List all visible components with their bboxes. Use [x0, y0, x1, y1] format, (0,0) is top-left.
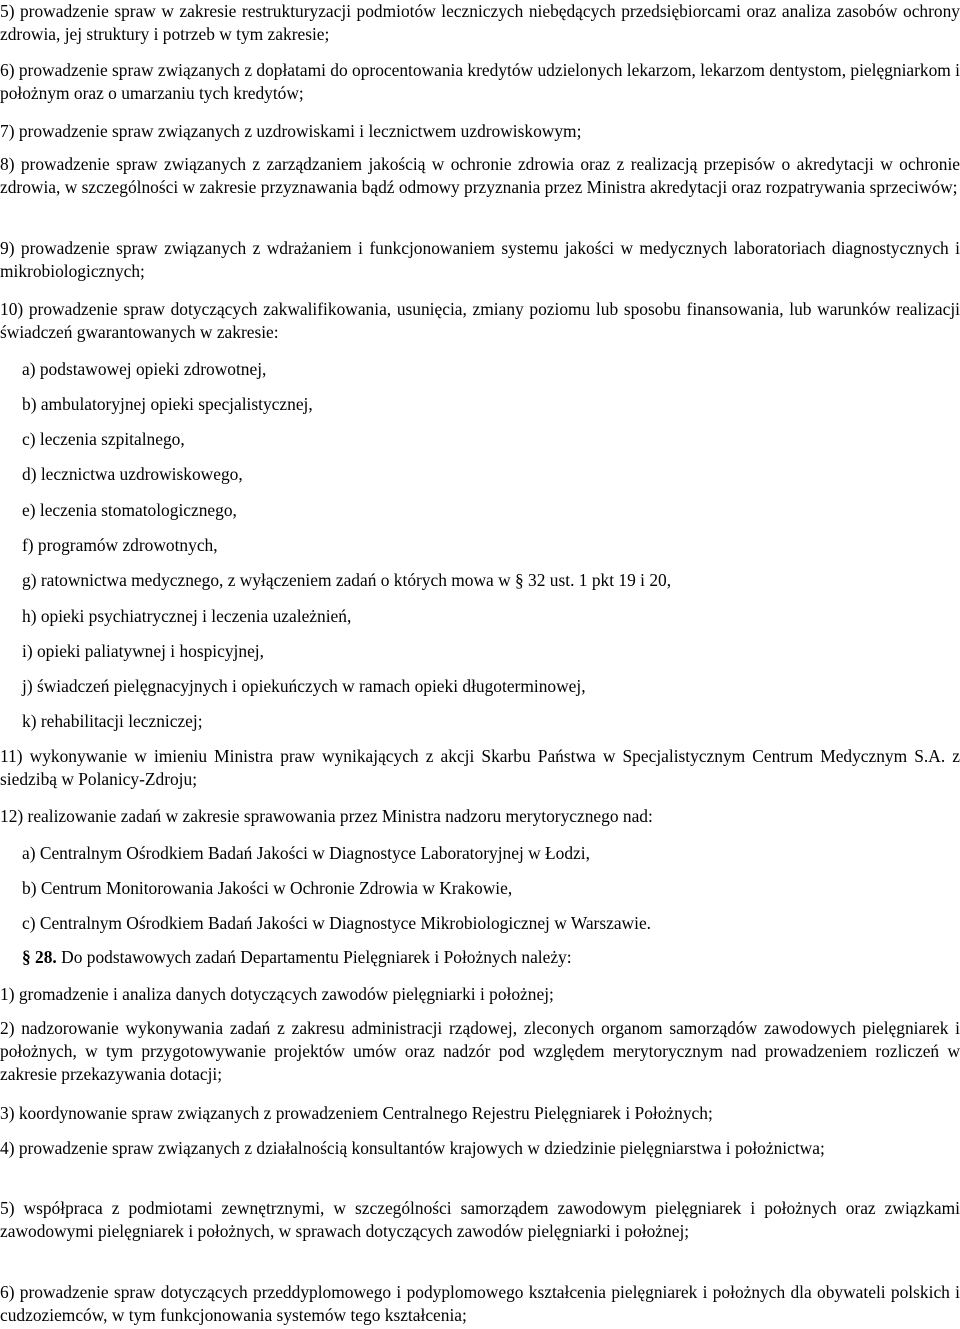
section-28-heading: [22, 946, 960, 969]
list-subitem-10e: e) leczenia stomatologicznego,: [22, 500, 237, 520]
list-subitem-10f: f) programów zdrowotnych,: [22, 535, 218, 555]
list-subitem-10j: j) świadczeń pielęgnacyjnych i opiekuńczych w ramach opieki długoterminowej,: [22, 676, 586, 696]
section-28-item-3: 3) koordynowanie spraw związanych z prowadzeniem Centralnego Rejestru Pielęgniarek i Położnych;: [0, 1103, 713, 1123]
list-subitem-10a: a) podstawowej opieki zdrowotnej,: [22, 359, 267, 379]
list-subitem-12a: a) Centralnym Ośrodkiem Badań Jakości w Diagnostyce Laboratoryjnej w Łodzi,: [22, 843, 590, 863]
section-28-item-1: 1) gromadzenie i analiza danych dotyczących zawodów pielęgniarki i położnej;: [0, 984, 554, 1004]
section-number: § 28.: [22, 947, 57, 967]
list-item-12: 12) realizowanie zadań w zakresie sprawowania przez Ministra nadzoru merytorycznego nad:: [0, 806, 653, 826]
list-subitem-10b: b) ambulatoryjnej opieki specjalistycznej,: [22, 394, 313, 414]
section-28-item-5: 5) współpraca z podmiotami zewnętrznymi, w szczególności samorządem zawodowym pielęgniarek i położnych oraz związkami zawodowymi pielęgniarek i położnych, w sprawach dotyczących zawodów pielęgniarki i położnej;: [0, 1198, 960, 1241]
list-item-6: 6) prowadzenie spraw związanych z dopłatami do oprocentowania kredytów udzielonych lekarzom, lekarzom dentystom, pielęgniarkom i położnym oraz o umarzaniu tych kredytów;: [0, 60, 960, 103]
list-subitem-12c: c) Centralnym Ośrodkiem Badań Jakości w Diagnostyce Mikrobiologicznej w Warszawie.: [22, 913, 652, 933]
list-subitem-10h: h) opieki psychiatrycznej i leczenia uzależnień,: [22, 606, 352, 626]
section-intro: Do podstawowych zadań Departamentu Pielęgniarek i Położnych należy:: [61, 947, 572, 967]
list-item-10: 10) prowadzenie spraw dotyczących zakwalifikowania, usunięcia, zmiany poziomu lub sposobu finansowania, lub warunków realizacji świadczeń gwarantowanych w zakresie:: [0, 299, 960, 342]
section-28-item-2: 2) nadzorowanie wykonywania zadań z zakresu administracji rządowej, zleconych organom samorządów zawodowych pielęgniarek i położnych, w tym przygotowywanie projektów umów oraz nadzór pod względem merytorycznym nad prowadzeniem rozliczeń w zakresie przekazywania dotacji;: [0, 1018, 960, 1084]
section-28-item-6: 6) prowadzenie spraw dotyczących przeddyplomowego i podyplomowego kształcenia pielęgniarek i położnych dla obywateli polskich i cudzoziemców, w tym funkcjonowania systemów tego kształcenia;: [0, 1282, 960, 1325]
list-item-5: 5) prowadzenie spraw w zakresie restrukturyzacji podmiotów leczniczych niebędących przedsiębiorcami oraz analiza zasobów ochrony zdrowia, jej struktury i potrzeb w tym zakresie;: [0, 1, 960, 44]
list-subitem-10i: i) opieki paliatywnej i hospicyjnej,: [22, 641, 264, 661]
list-item-9: 9) prowadzenie spraw związanych z wdrażaniem i funkcjonowaniem systemu jakości w medycznych laboratoriach diagnostycznych i mikrobiologicznych;: [0, 238, 960, 281]
list-subitem-12b: b) Centrum Monitorowania Jakości w Ochronie Zdrowia w Krakowie,: [22, 878, 513, 898]
list-subitem-10d: d) lecznictwa uzdrowiskowego,: [22, 464, 243, 484]
list-subitem-10g: g) ratownictwa medycznego, z wyłączeniem zadań o których mowa w § 32 ust. 1 pkt 19 i 20,: [22, 570, 672, 590]
section-28-item-4: 4) prowadzenie spraw związanych z działalnością konsultantów krajowych w dziedzinie pielęgniarstwa i położnictwa;: [0, 1138, 825, 1158]
list-item-7: 7) prowadzenie spraw związanych z uzdrowiskami i lecznictwem uzdrowiskowym;: [0, 121, 582, 141]
list-subitem-10k: k) rehabilitacji leczniczej;: [22, 711, 203, 731]
list-item-11: 11) wykonywanie w imieniu Ministra praw wynikających z akcji Skarbu Państwa w Specjalistycznym Centrum Medycznym S.A. z siedzibą w Polanicy-Zdroju;: [0, 746, 960, 789]
list-item-8: 8) prowadzenie spraw związanych z zarządzaniem jakością w ochronie zdrowia oraz z realizacją przepisów o akredytacji w ochronie zdrowia, w szczególności w zakresie przyznawania bądź odmowy przyznania przez Ministra akredytacji oraz rozpatrywania sprzeciwów;: [0, 154, 960, 197]
list-subitem-10c: c) leczenia szpitalnego,: [22, 429, 185, 449]
